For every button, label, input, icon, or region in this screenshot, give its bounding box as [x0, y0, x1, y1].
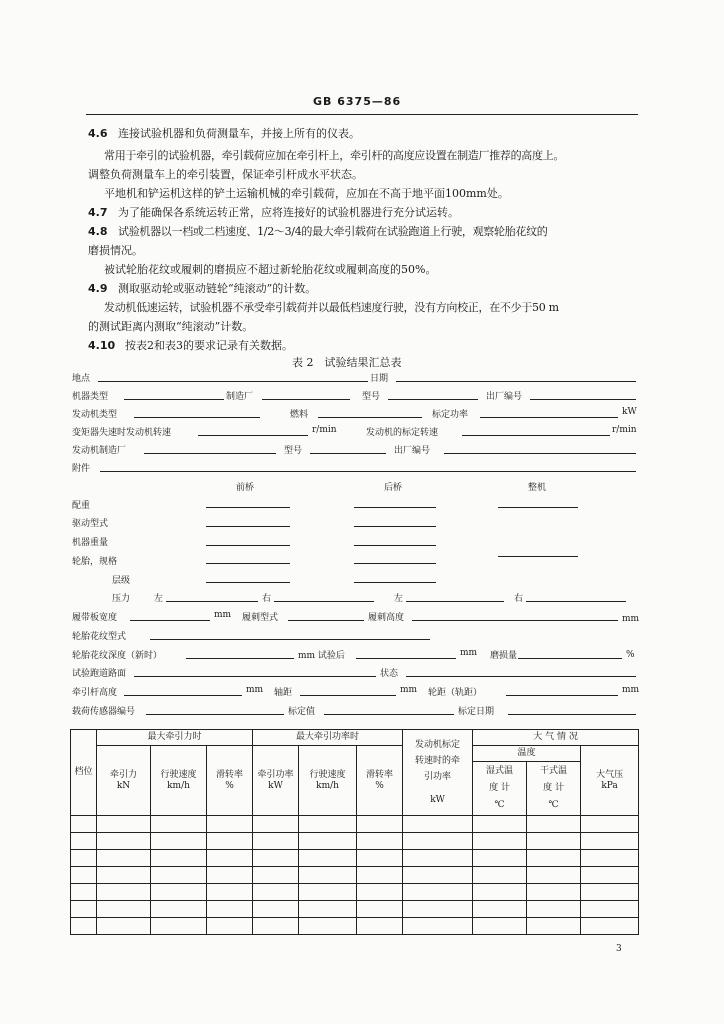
results-table — [70, 729, 639, 935]
group-max-force: 最大牵引力时 — [97, 730, 253, 746]
label-after-test: mm 试验后 — [298, 651, 345, 661]
unit-mm: mm — [214, 610, 232, 620]
table-cell[interactable] — [527, 833, 581, 850]
unit-mm: mm — [622, 614, 640, 624]
label-left: 左 — [154, 594, 164, 604]
table-cell[interactable] — [473, 918, 527, 935]
table-cell[interactable] — [527, 816, 581, 833]
field-serial[interactable] — [530, 399, 636, 400]
label-machine-mass: 机器重量 — [72, 538, 109, 548]
label-date: 日期 — [370, 374, 389, 384]
label-weight: 配重 — [72, 501, 91, 511]
pressure-label: 大气压 — [596, 769, 624, 780]
col-rear-axle: 后桥 — [384, 483, 403, 493]
field-date[interactable] — [396, 381, 636, 382]
field-tread-depth[interactable] — [186, 658, 294, 659]
field-engine-type[interactable] — [134, 417, 260, 418]
field-pressure-rear-right[interactable] — [526, 601, 626, 602]
label-engine-type: 发动机类型 — [72, 410, 118, 420]
label-engine-rated-speed: 发动机的标定转速 — [366, 428, 439, 438]
field-serial2[interactable] — [444, 453, 636, 454]
label-attachments: 附件 — [72, 464, 91, 474]
field-wheelbase[interactable] — [300, 695, 396, 696]
label-model: 型号 — [362, 392, 381, 402]
table-cell[interactable] — [97, 918, 151, 935]
table-cell[interactable] — [473, 884, 527, 901]
label-ply: 层级 — [112, 576, 131, 586]
clause-text: 按表2和表3的要求记录有关数据。 — [125, 339, 293, 352]
engine-rated-l2: 转速时的牵 — [415, 755, 461, 766]
field-drive-rear[interactable] — [354, 526, 436, 527]
field-mass-rear[interactable] — [354, 545, 436, 546]
table-cell[interactable] — [357, 816, 403, 833]
table-cell[interactable] — [403, 833, 473, 850]
field-tread-after[interactable] — [356, 658, 456, 659]
table-cell[interactable] — [97, 816, 151, 833]
table-cell[interactable] — [299, 833, 357, 850]
label-right: 右 — [262, 594, 272, 604]
slip-unit: % — [225, 780, 234, 791]
speed2-label: 行驶速度 — [309, 769, 346, 780]
label-serial2: 出厂编号 — [394, 446, 431, 456]
label-right: 右 — [514, 594, 524, 604]
table-cell[interactable] — [299, 901, 357, 918]
field-track-width[interactable] — [130, 620, 210, 621]
col-speed2 — [299, 746, 357, 816]
clause-text: 为了能确保各系统运转正常，应将连接好的试验机器进行充分试运转。 — [118, 206, 459, 219]
label-fuel: 燃料 — [290, 410, 309, 420]
field-ply-front[interactable] — [206, 582, 290, 583]
engine-rated-l1: 发动机标定 — [415, 739, 461, 750]
table-cell[interactable] — [473, 850, 527, 867]
table-cell[interactable] — [71, 884, 97, 901]
label-state: 状态 — [380, 669, 399, 679]
standard-number: GB 6375—86 — [313, 95, 402, 108]
col-slip — [207, 746, 253, 816]
table-cell[interactable] — [253, 884, 299, 901]
table-cell[interactable] — [151, 833, 207, 850]
col-slip2 — [357, 746, 403, 816]
table-cell[interactable] — [357, 884, 403, 901]
field-location[interactable] — [98, 381, 368, 382]
slip2-label: 滑转率 — [366, 769, 394, 780]
field-weight-total[interactable] — [498, 507, 578, 508]
table-cell[interactable] — [403, 901, 473, 918]
table-cell[interactable] — [71, 901, 97, 918]
table-cell[interactable] — [151, 884, 207, 901]
col-dry-bulb — [527, 762, 581, 816]
field-weight-rear[interactable] — [354, 507, 436, 508]
speed2-unit: km/h — [316, 780, 339, 791]
field-track-location[interactable] — [134, 676, 376, 677]
label-manufacturer: 制造厂 — [226, 392, 254, 402]
engine-rated-l3: 引功率 — [424, 771, 452, 782]
page-number: 3 — [616, 944, 622, 954]
table-cell[interactable] — [299, 816, 357, 833]
table-cell[interactable] — [299, 867, 357, 884]
clause-number: 4.9 — [88, 282, 108, 295]
col-front-axle: 前桥 — [236, 483, 255, 493]
field-sensor-no[interactable] — [146, 714, 284, 715]
table-cell[interactable] — [97, 850, 151, 867]
force-label: 牵引力 — [109, 769, 137, 780]
table-cell[interactable] — [403, 918, 473, 935]
field-mass-front[interactable] — [206, 545, 290, 546]
field-fuel[interactable] — [318, 417, 422, 418]
table-cell[interactable] — [581, 816, 639, 833]
label-machine-type: 机器类型 — [72, 392, 109, 402]
table-cell[interactable] — [527, 884, 581, 901]
field-tire-total[interactable] — [498, 556, 578, 557]
slip-label: 滑转率 — [216, 769, 244, 780]
table-cell[interactable] — [581, 833, 639, 850]
field-pressure-front-left[interactable] — [166, 601, 258, 602]
table-cell[interactable] — [403, 850, 473, 867]
clause-text: 平地机和铲运机这样的铲土运输机械的牵引载荷，应加在不高于地平面100mm处。 — [104, 187, 509, 200]
clause-text: 试验机器以一档或二档速度、1/2～3/4的最大牵引载荷在试验跑道上行驶，观察轮胎花纹的 — [118, 225, 548, 238]
table-cell[interactable] — [71, 833, 97, 850]
label-track-width: 履带板宽度 — [72, 613, 118, 623]
label-converter-speed: 变矩器失速时发动机转速 — [72, 428, 172, 438]
field-engine-maker[interactable] — [144, 453, 276, 454]
label-location: 地点 — [72, 374, 91, 384]
field-engine-rated-speed[interactable] — [462, 435, 610, 436]
slip2-unit: % — [375, 780, 384, 791]
unit-mm: mm — [246, 685, 264, 695]
table-cell[interactable] — [253, 918, 299, 935]
unit-mm: mm — [460, 648, 478, 658]
clause-number: 4.7 — [88, 206, 108, 219]
table-cell[interactable] — [527, 850, 581, 867]
table-cell[interactable] — [207, 850, 253, 867]
table-cell[interactable] — [357, 867, 403, 884]
table-cell[interactable] — [151, 918, 207, 935]
label-tire-spec: 轮胎，规格 — [72, 557, 118, 567]
table-cell[interactable] — [527, 901, 581, 918]
table-row — [71, 833, 639, 850]
field-tire-rear[interactable] — [354, 563, 436, 564]
field-track-gauge[interactable] — [506, 695, 618, 696]
table-cell[interactable] — [299, 918, 357, 935]
table-cell[interactable] — [403, 816, 473, 833]
wet-unit: ℃ — [494, 800, 505, 810]
table-cell[interactable] — [357, 833, 403, 850]
wet-l2: 度 计 — [489, 783, 510, 793]
clause-number: 4.6 — [88, 127, 108, 140]
table-cell[interactable] — [299, 850, 357, 867]
label-wear: 磨损量 — [490, 651, 518, 661]
clause-text: 磨损情况。 — [88, 244, 143, 257]
power-unit: kW — [268, 780, 283, 791]
table-cell[interactable] — [151, 816, 207, 833]
table-cell[interactable] — [97, 833, 151, 850]
label-track-location: 试验跑道路面 — [72, 669, 127, 679]
col-engine-rated-power — [403, 730, 473, 816]
table-cell[interactable] — [581, 867, 639, 884]
table-cell[interactable] — [357, 918, 403, 935]
unit-mm: mm — [622, 685, 640, 695]
field-wear[interactable] — [518, 658, 622, 659]
force-unit: kN — [116, 780, 131, 791]
col-gear: 档位 — [71, 730, 97, 816]
table-cell[interactable] — [151, 901, 207, 918]
label-calib-value: 标定值 — [288, 707, 316, 717]
unit-percent: % — [626, 650, 635, 660]
table-cell[interactable] — [299, 884, 357, 901]
table-cell[interactable] — [473, 901, 527, 918]
table-row — [71, 901, 639, 918]
label-tread-type: 轮胎花纹型式 — [72, 632, 127, 642]
col-force — [97, 746, 151, 816]
unit-kw: kW — [622, 407, 637, 417]
label-pressure: 压力 — [112, 594, 131, 604]
clause-text: 调整负荷测量车上的牵引装置，保证牵引杆成水平状态。 — [88, 168, 363, 181]
table-cell[interactable] — [71, 918, 97, 935]
table-cell[interactable] — [207, 918, 253, 935]
dry-unit: ℃ — [548, 800, 559, 810]
table-cell[interactable] — [97, 867, 151, 884]
table-cell[interactable] — [581, 918, 639, 935]
label-rated-power: 标定功率 — [432, 410, 469, 420]
table-cell[interactable] — [151, 867, 207, 884]
table-cell[interactable] — [357, 901, 403, 918]
clause-text: 测取驱动轮或驱动链轮“纯滚动”的计数。 — [118, 282, 317, 295]
table-cell[interactable] — [207, 833, 253, 850]
table-cell[interactable] — [403, 884, 473, 901]
clause-text: 常用于牵引的试验机器，牵引载荷应加在牵引杆上，牵引杆的高度应设置在制造厂推荐的高度上。 — [104, 149, 565, 162]
table-cell[interactable] — [253, 901, 299, 918]
wet-l1: 湿式温 — [486, 766, 514, 776]
field-model2[interactable] — [310, 453, 386, 454]
label-tread-depth: 轮胎花纹深度（新时） — [72, 651, 163, 661]
table-cell[interactable] — [207, 816, 253, 833]
clause-text: 连接试验机器和负荷测量车，并接上所有的仪表。 — [118, 127, 360, 140]
field-grouser-height[interactable] — [412, 620, 618, 621]
field-tire-front[interactable] — [206, 563, 290, 564]
table-cell[interactable] — [527, 867, 581, 884]
col-wet-bulb — [473, 762, 527, 816]
table-cell[interactable] — [581, 884, 639, 901]
table-cell[interactable] — [357, 850, 403, 867]
table-cell[interactable] — [473, 816, 527, 833]
field-ply-rear[interactable] — [354, 582, 436, 583]
table-row — [71, 918, 639, 935]
col-power — [253, 746, 299, 816]
label-sensor-no: 载荷传感器编号 — [72, 707, 136, 717]
table-row — [71, 850, 639, 867]
table-row — [71, 816, 639, 833]
table-cell[interactable] — [97, 884, 151, 901]
field-drawbar-height[interactable] — [124, 695, 242, 696]
table-cell[interactable] — [151, 850, 207, 867]
table-cell[interactable] — [207, 901, 253, 918]
engine-rated-unit: kW — [430, 794, 445, 805]
label-drawbar-height: 牵引杆高度 — [72, 688, 118, 698]
table-cell[interactable] — [71, 867, 97, 884]
power-label: 牵引功率 — [257, 769, 294, 780]
group-temperature: 温度 — [473, 746, 581, 762]
field-tread-type[interactable] — [150, 639, 430, 640]
field-pressure-rear-left[interactable] — [406, 601, 504, 602]
field-grouser-type[interactable] — [288, 620, 364, 621]
field-rated-power[interactable] — [480, 417, 618, 418]
dry-l1: 干式温 — [540, 766, 568, 776]
field-state[interactable] — [406, 676, 636, 677]
field-model[interactable] — [388, 399, 478, 400]
unit-mm: mm — [400, 685, 418, 695]
col-whole-machine: 整机 — [528, 483, 547, 493]
table-cell[interactable] — [581, 850, 639, 867]
field-manufacturer[interactable] — [262, 399, 350, 400]
table-cell[interactable] — [527, 918, 581, 935]
label-calib-date: 标定日期 — [458, 707, 495, 717]
dry-l2: 度 计 — [543, 783, 564, 793]
form-title: 表 2 试验结果汇总表 — [292, 356, 402, 369]
clause-number: 4.10 — [88, 339, 116, 352]
field-converter-speed[interactable] — [198, 435, 308, 436]
field-attachments[interactable] — [100, 471, 636, 472]
group-max-power: 最大牵引功率时 — [253, 730, 403, 746]
col-speed — [151, 746, 207, 816]
label-model2: 型号 — [284, 446, 303, 456]
label-track-gauge: 轮距（轨距） — [428, 688, 483, 698]
clause-text: 发动机低速运转，试验机器不承受牵引载荷并以最低档速度行驶，没有方向校正，在不少于50 m — [104, 301, 559, 314]
table-row — [71, 867, 639, 884]
speed-label: 行驶速度 — [160, 769, 197, 780]
table-cell[interactable] — [71, 816, 97, 833]
table-cell[interactable] — [71, 850, 97, 867]
speed-unit: km/h — [167, 780, 190, 791]
table-cell[interactable] — [207, 867, 253, 884]
col-pressure — [581, 746, 639, 816]
table-cell[interactable] — [253, 816, 299, 833]
label-wheelbase: 轴距 — [274, 688, 293, 698]
clause-text: 被试轮胎花纹或履刺的磨损应不超过新轮胎花纹或履刺高度的50%。 — [104, 263, 437, 276]
label-left: 左 — [394, 594, 404, 604]
clause-number: 4.8 — [88, 225, 108, 238]
table-row — [71, 884, 639, 901]
group-atmosphere: 大 气 情 况 — [473, 730, 639, 746]
unit-rpm: r/min — [312, 425, 337, 435]
field-pressure-front-right[interactable] — [274, 601, 374, 602]
label-engine-maker: 发动机制造厂 — [72, 446, 127, 456]
table-cell[interactable] — [403, 867, 473, 884]
table-cell[interactable] — [581, 901, 639, 918]
table-cell[interactable] — [473, 867, 527, 884]
table-cell[interactable] — [97, 901, 151, 918]
table-cell[interactable] — [207, 884, 253, 901]
unit-rpm: r/min — [612, 425, 637, 435]
table-cell[interactable] — [253, 867, 299, 884]
table-cell[interactable] — [473, 833, 527, 850]
label-grouser-height: 履刺高度 — [368, 613, 405, 623]
label-grouser-type: 履刺型式 — [242, 613, 279, 623]
clause-text: 的测试距离内测取“纯滚动”计数。 — [88, 320, 254, 333]
field-weight-front[interactable] — [206, 507, 290, 508]
field-calib-value[interactable] — [324, 714, 454, 715]
field-drive-front[interactable] — [206, 526, 290, 527]
header-rule — [86, 114, 638, 115]
field-calib-date[interactable] — [508, 714, 636, 715]
table-cell[interactable] — [253, 850, 299, 867]
table-cell[interactable] — [253, 833, 299, 850]
label-serial: 出厂编号 — [486, 392, 523, 402]
field-machine-type[interactable] — [124, 399, 224, 400]
pressure-unit: kPa — [601, 780, 618, 791]
label-drive-type: 驱动型式 — [72, 519, 109, 529]
